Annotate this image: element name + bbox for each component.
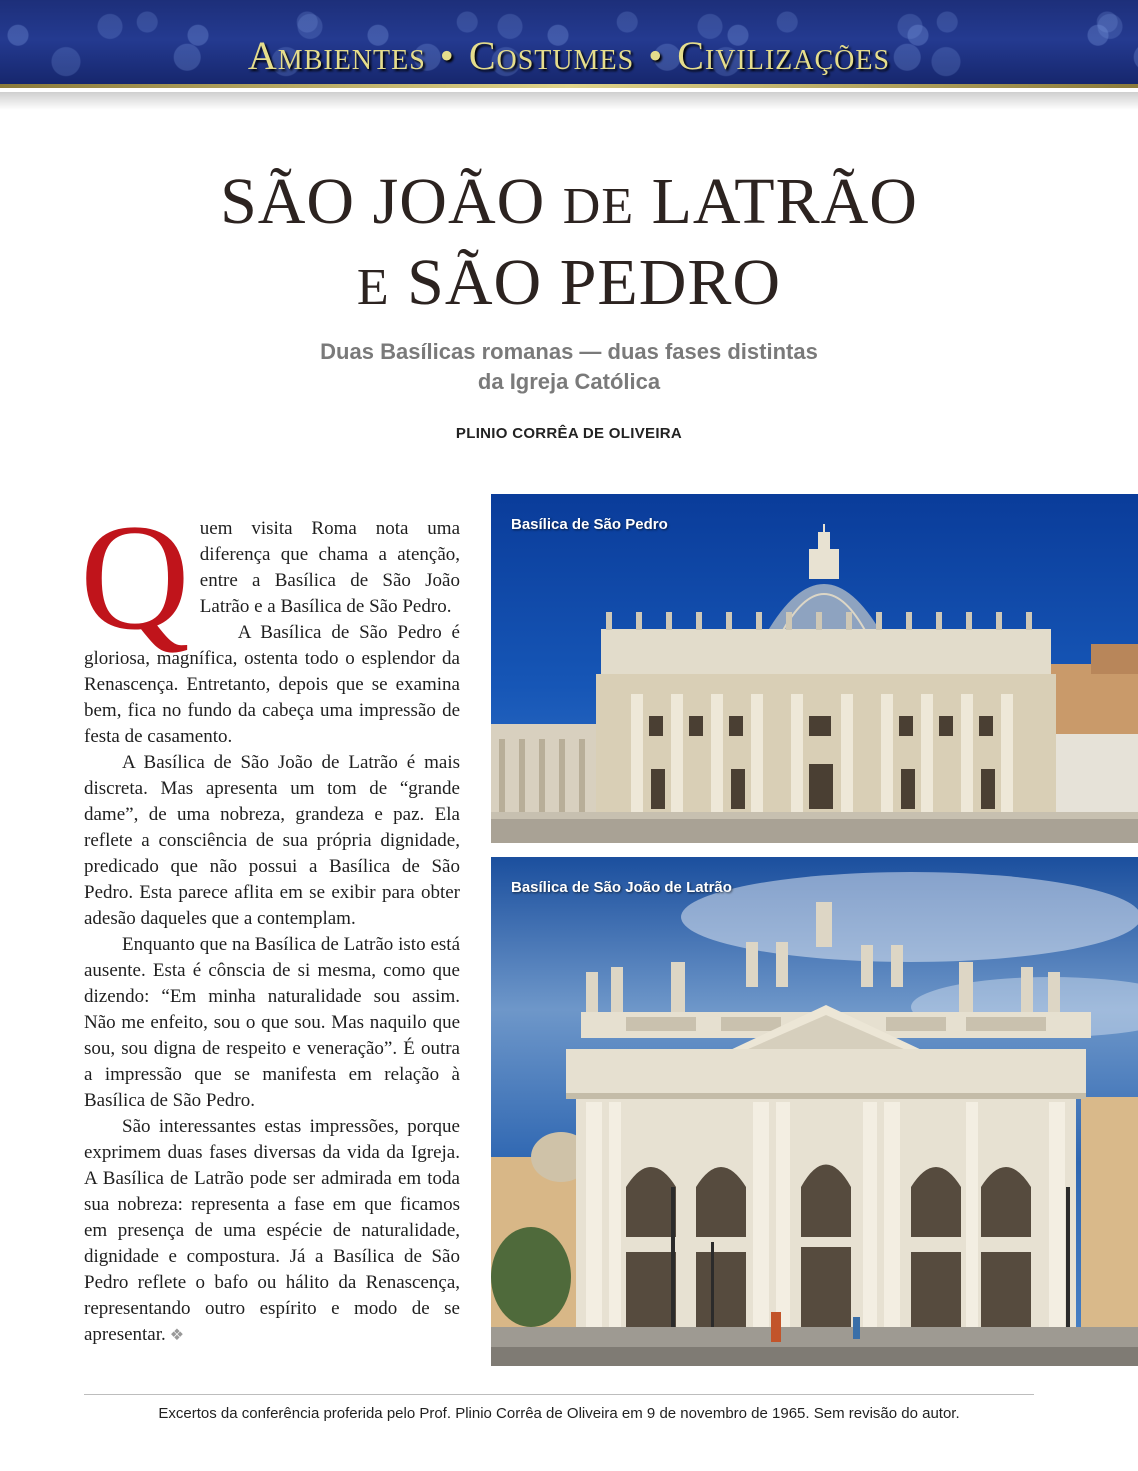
header-shadow: [0, 92, 1138, 110]
section-header-separator: •: [439, 33, 455, 78]
article-paragraph-1: uem visita Roma nota uma diferença que chama a atenção, entre a Basílica de São João Latrão e a Basílica de São Pedro.: [199, 518, 460, 617]
article-paragraph-4: Enquanto que na Basílica de Latrão isto está ausente. Esta é cônscia de si mesma, como que dizendo: “Em minha naturalidade sou assim. Não me enfeito, sou o que sou. Mas naquilo que sou, sou digna de respeito e veneração”. É outra a impressão que se manifesta em relação à Basílica de São Pedro.: [84, 934, 460, 1111]
section-header-part2: Costumes: [468, 33, 635, 78]
subtitle-line1: Duas Basílicas romanas — duas fases distintas: [320, 339, 818, 364]
footnote: Excertos da conferência proferida pelo Prof. Plinio Corrêa de Oliveira em 9 de novembro de 1965. Sem revisão do autor.: [158, 1405, 960, 1422]
article-paragraph-3: A Basílica de São João de Latrão é mais discreta. Mas apresenta um tom de “grande dame”, de uma nobreza, grandeza e paz. Ela reflete a consciência de sua própria dignidade, predicado que não possui a Basílica de São Pedro. Esta parece aflita em se exibir para obter adesão daqueles que a contemplam.: [84, 752, 460, 929]
sao-joao-latrao-illustration: [491, 857, 1138, 1366]
photo-basilica-sao-pedro: [491, 494, 1138, 843]
drop-cap: Q: [80, 493, 190, 661]
author-byline: PLINIO CORRÊA DE OLIVEIRA: [455, 425, 683, 442]
title-text: SÃO PEDRO: [389, 246, 782, 319]
photo-caption-sao-joao-latrao: Basílica de São João de Latrão: [511, 879, 732, 896]
article-body: [80, 493, 460, 1349]
article-paragraph-5-text: São interessantes estas impressões, porque exprimem duas fases diversas da vida da Igreja. A Basílica de Latrão pode ser admirada em toda sua nobreza: representa a fase em que ficamos em presença de uma espécie de naturalidade, dignidade e compostura. Já a Basílica de São Pedro reflete o bafo ou hálito da Renascença, representando outro espírito e modo de se apresentar.: [84, 1116, 460, 1345]
subtitle: [0, 337, 1138, 397]
page-title: [0, 164, 1138, 326]
page-title-line2: [0, 245, 1138, 326]
article-paragraph-2: A Basílica de São Pedro é gloriosa, magnífica, ostenta todo o esplendor da Renascença. Entretanto, depois que se examina bem, fica no fundo da cabeça uma impressão de festa de casamento.: [84, 622, 460, 747]
title-text-small: DE: [562, 178, 635, 235]
photo-basilica-sao-joao-latrao: [491, 857, 1138, 1366]
photo-caption-sao-pedro: Basílica de São Pedro: [511, 516, 668, 533]
page-title-line1: [0, 164, 1138, 245]
title-text: SÃO JOÃO: [220, 165, 563, 238]
section-header-band: [0, 0, 1138, 88]
section-header-separator: •: [648, 33, 664, 78]
section-header-part1: Ambientes: [247, 33, 426, 78]
section-header-title: [0, 33, 1138, 78]
section-header-part3: Civilizações: [677, 33, 891, 78]
subtitle-line2: da Igreja Católica: [477, 369, 661, 394]
article-paragraph-5: [84, 1114, 460, 1349]
title-text: LATRÃO: [634, 165, 918, 238]
footnote-divider: [84, 1394, 1034, 1395]
sao-pedro-illustration: [491, 494, 1138, 843]
end-mark-icon: ❖: [169, 1327, 185, 1344]
title-text-small: E: [356, 259, 390, 316]
header-gold-rule: [0, 84, 1138, 88]
